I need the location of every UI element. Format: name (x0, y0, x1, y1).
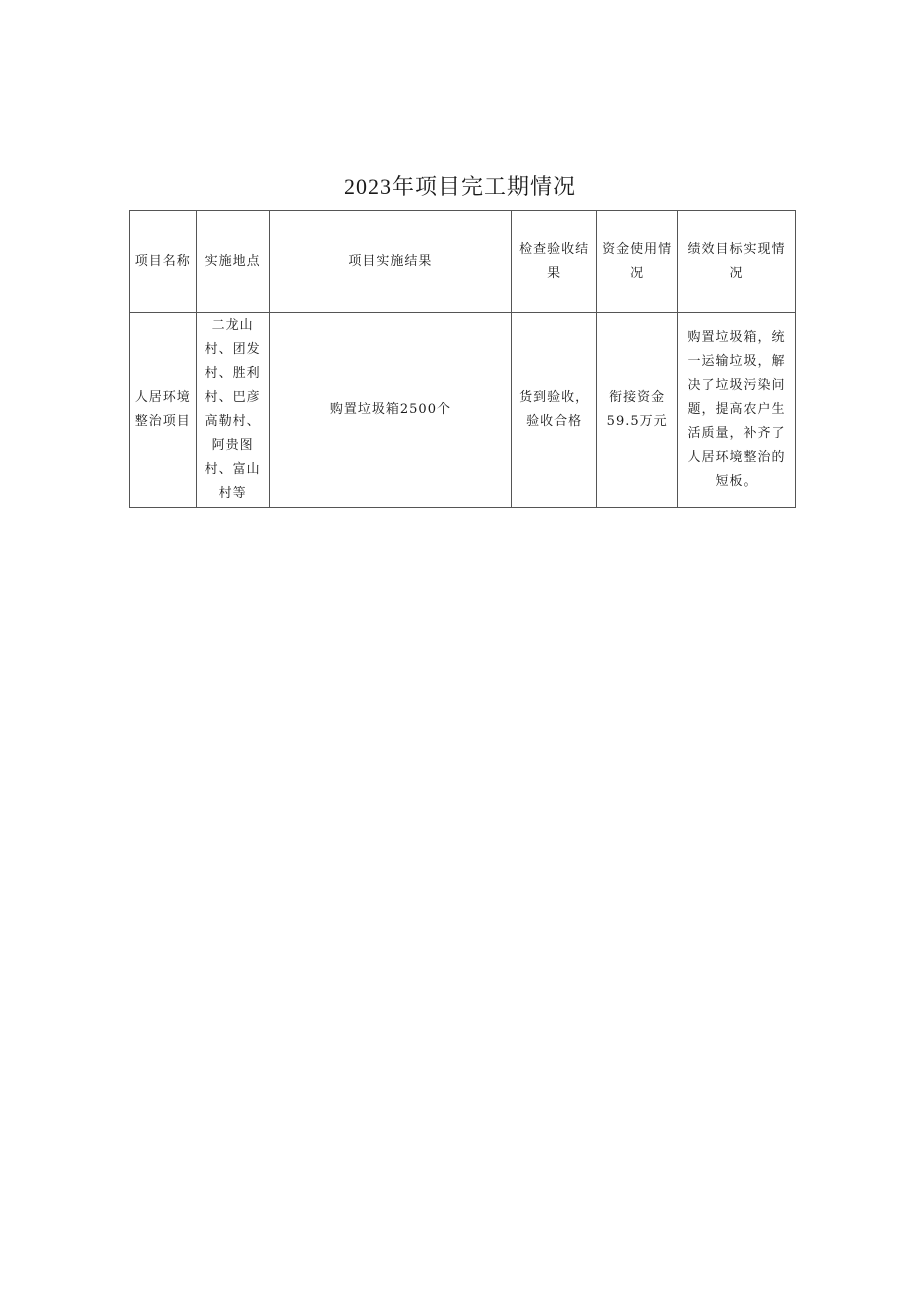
header-inspection: 检查验收结果 (512, 211, 597, 313)
cell-funds: 衔接资金59.5万元 (597, 313, 678, 508)
header-result: 项目实施结果 (269, 211, 511, 313)
table-header (130, 211, 796, 313)
cell-performance: 购置垃圾箱，统一运输垃圾，解决了垃圾污染问题，提高农户生活质量，补齐了人居环境整治的短板。 (678, 313, 796, 508)
header-project-name: 项目名称 (130, 211, 197, 313)
cell-result: 购置垃圾箱2500个 (269, 313, 511, 508)
header-row (130, 211, 796, 313)
header-performance: 绩效目标实现情况 (678, 211, 796, 313)
table-body (130, 313, 796, 508)
project-table (129, 210, 796, 508)
header-funds: 资金使用情况 (597, 211, 678, 313)
cell-project-name: 人居环境整治项目 (130, 313, 197, 508)
header-location: 实施地点 (196, 211, 269, 313)
cell-inspection: 货到验收，验收合格 (512, 313, 597, 508)
table-row (130, 313, 796, 508)
page-title: 2023年项目完工期情况 (343, 174, 576, 199)
cell-location: 二龙山村、团发村、胜利村、巴彦高勒村、阿贵图村、富山村等 (196, 313, 269, 508)
